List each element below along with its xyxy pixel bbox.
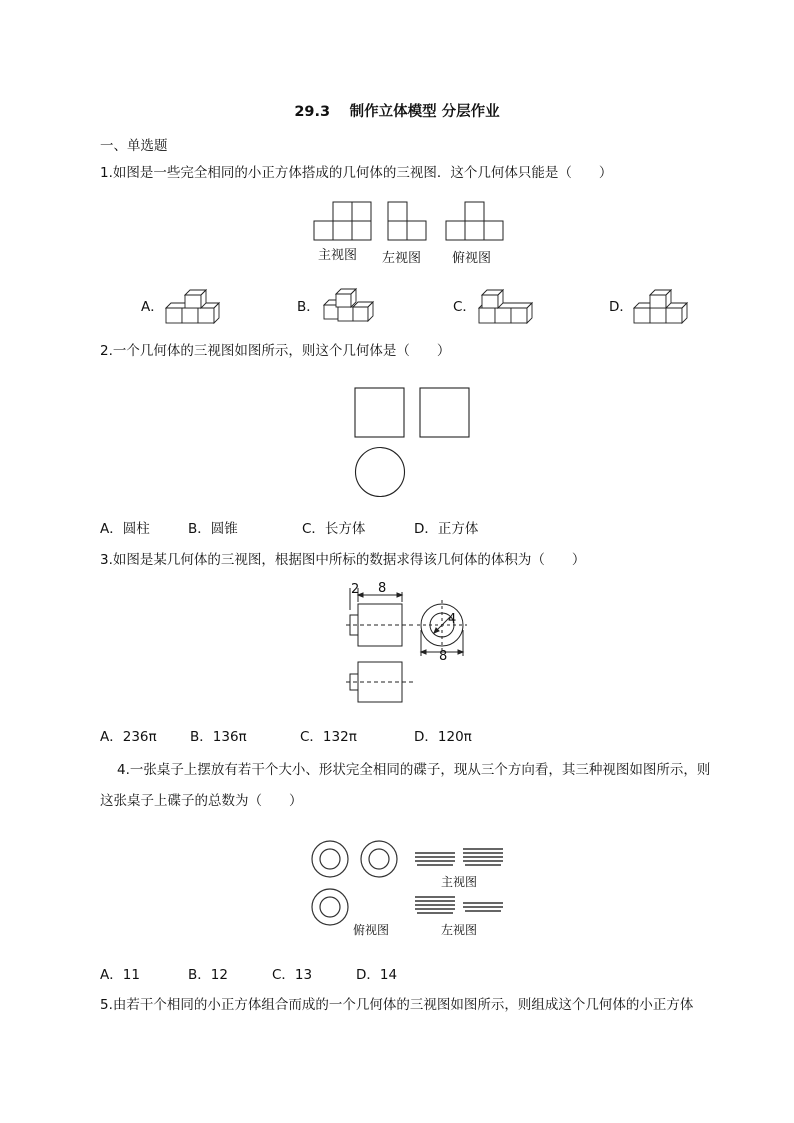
- q1-option-b-figure: [318, 285, 378, 327]
- q4-front-view-stacks: [415, 849, 503, 865]
- question-1-text: 1.如图是一些完全相同的小正方体搭成的几何体的三视图．这个几何体只能是（ ）: [100, 165, 613, 181]
- q2-option-c: C．长方体: [302, 521, 366, 537]
- q4-option-a: A．11: [100, 967, 140, 983]
- section-heading: 一、单选题: [100, 138, 168, 154]
- q1-option-c-label: C．: [453, 299, 476, 315]
- q2-option-b: B．圆锥: [188, 521, 238, 537]
- q2-front-view-square: [355, 388, 404, 437]
- q1-left-view: [388, 202, 426, 240]
- q3-option-c: C．132π: [300, 729, 357, 745]
- q4-label-left-view: 左视图: [441, 923, 478, 937]
- q4-left-view-stacks: [415, 897, 503, 913]
- q3-dim-label-2: 2: [351, 582, 360, 597]
- q1-option-d-figure: [631, 285, 691, 327]
- q1-label-front-view: 主视图: [318, 248, 358, 263]
- q1-label-top-view: 俯视图: [452, 251, 492, 266]
- q4-label-top-view: 俯视图: [353, 923, 390, 937]
- q3-option-d: D．120π: [414, 729, 472, 745]
- q2-three-views-figure: [350, 385, 475, 500]
- question-5-text: 5.由若干个相同的小正方体组合而成的一个几何体的三视图如图所示，则组成这个几何体的小正方体: [100, 997, 694, 1013]
- q2-option-a: A．圆柱: [100, 521, 150, 537]
- q1-option-a-figure: [163, 285, 223, 327]
- q4-option-d: D．14: [356, 967, 398, 983]
- q3-dim-label-4: 4: [448, 612, 457, 627]
- q3-option-a: A．236π: [100, 729, 157, 745]
- question-2-text: 2.一个几何体的三视图如图所示，则这个几何体是（ ）: [100, 343, 451, 359]
- question-4-text-line-2: 这张桌子上碟子的总数为（ ）: [100, 793, 303, 809]
- q3-option-b: B．136π: [190, 729, 247, 745]
- q1-option-a-label: A．: [141, 299, 164, 315]
- page-title: 29.3 制作立体模型 分层作业: [294, 104, 500, 120]
- q1-option-c-figure: [476, 285, 536, 327]
- q3-three-views-figure: [338, 580, 478, 710]
- q3-dim-label-8-top: 8: [378, 581, 387, 596]
- q4-three-views-figure: [305, 835, 510, 945]
- q1-front-view: [314, 202, 371, 240]
- q4-option-b: B．12: [188, 967, 228, 983]
- q2-option-d: D．正方体: [414, 521, 479, 537]
- q1-option-d-label: D．: [609, 299, 633, 315]
- q3-dim-label-8-bottom: 8: [439, 649, 448, 664]
- q2-left-view-square: [420, 388, 469, 437]
- q2-top-view-circle: [356, 448, 405, 497]
- q1-label-left-view: 左视图: [382, 251, 422, 266]
- q4-option-c: C．13: [272, 967, 313, 983]
- q1-top-view: [446, 202, 503, 240]
- question-3-text: 3.如图是某几何体的三视图，根据图中所标的数据求得该几何体的体积为（ ）: [100, 552, 586, 568]
- q4-label-front-view: 主视图: [441, 875, 478, 889]
- q1-option-b-label: B．: [297, 299, 320, 315]
- question-4-text-line-1: 4.一张桌子上摆放有若干个大小、形状完全相同的碟子，现从三个方向看，其三种视图如图所示，则: [117, 762, 711, 778]
